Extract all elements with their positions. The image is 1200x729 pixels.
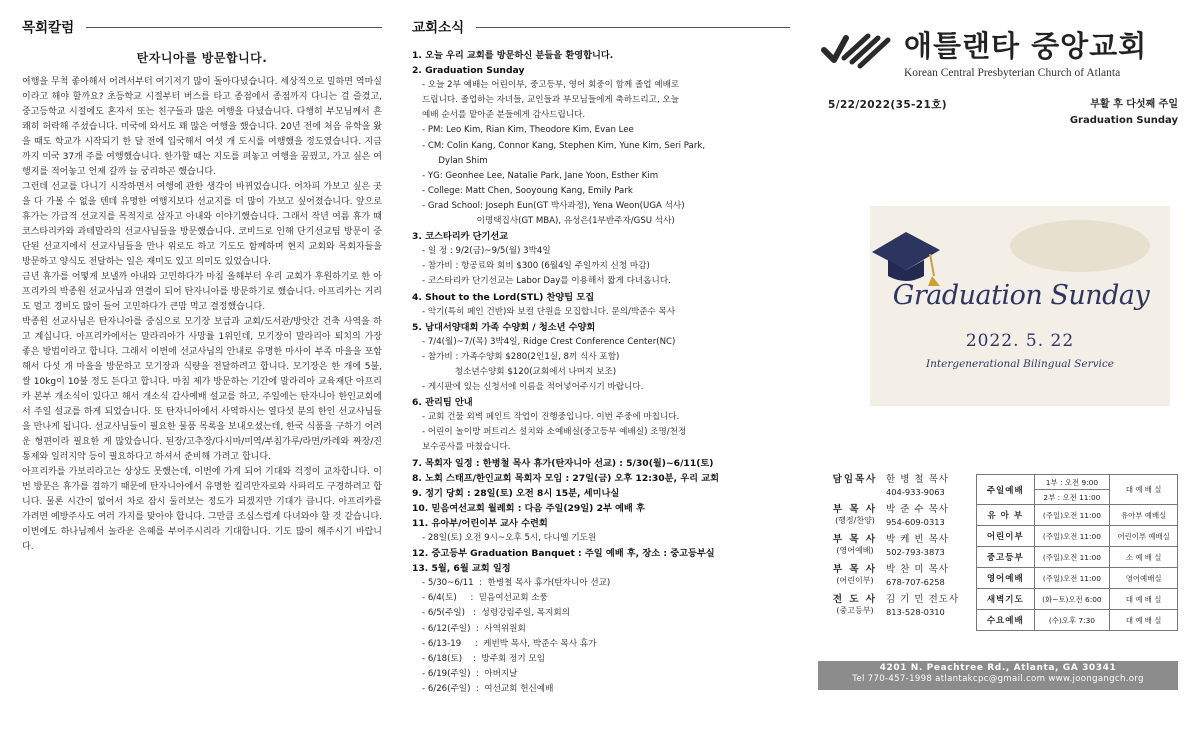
worship-time: (주일)오전 11:00 (1034, 568, 1110, 589)
news-item-heading: 1. 오늘 우리 교회를 방문하신 분들을 환영합니다. (412, 50, 614, 61)
news-item-heading: 11. 유아부/어린이부 교사 수련회 (412, 517, 548, 529)
column-section-heading (22, 16, 382, 36)
worship-time: (화~토)오전 6:00 (1034, 589, 1110, 610)
staff-role (828, 504, 882, 528)
news-item-detail: - PM: Leo Kim, Rian Kim, Theodore Kim, Evan Lee (422, 125, 634, 136)
staff-info (882, 504, 970, 528)
column-body (22, 75, 382, 556)
footer-contact: Tel 770-457-1998 atlantakcpc@gmail.com www.joongangch.org (852, 674, 1144, 684)
staff-role-dept: (어린이부) (836, 576, 874, 585)
news-item-detail: - 6/12(주일) : 사역위원회 (422, 623, 526, 634)
worship-row-main-1 (977, 475, 1178, 490)
news-item-detail: Dylan Shim (422, 155, 488, 166)
worship-place: 대 예 배 실 (1110, 610, 1178, 631)
worship-service: 수요예배 (977, 610, 1035, 631)
staff-entry (828, 474, 970, 498)
column-paragraph: 여행을 무척 좋아해서 어려서부터 여기저기 많이 돌아다녔습니다. 세상적으로 밀하면 역마실이라고 해야 할까요? 초등학교 시절부터 버스를 타고 종점에서 종점까지 다니는 걸 즐겼고, 중고등학교 시절에도 혼자서 또는 친구들과 많은 여행을 다녔습니다. 다행히 부모님께서 흔쾌히 허락해 주셨습니다. 미국에 와서도 꽤 많은 여행을 했습니다. 20년 전에 처음 유학을 왔을 때도 학교가 시작되기 한 달 전에 입국해서 여섯 개 도시를 여행했을 정도였습니다. 지금까지 미국 37개 주를 여행했습니다. 한가할 때는 지도를 펴놓고 여행을 꿈꿨고, 가고 싶은 여행지를 적어놓고 언제 갈까 늘 궁리하곤 했습니다. (22, 77, 382, 178)
staff-entry (828, 564, 970, 588)
news-item-detail: - 6/13-19 : 케빈박 목사, 박준수 목사 휴가 (422, 638, 597, 649)
banner-subtitle: Intergenerational Bilingual Service (926, 358, 1114, 370)
news-item-detail: - 악기(특히 페인 건반)와 보컬 단원을 모집합니다. 문의/박준수 목사 (422, 306, 676, 317)
news-item-heading: 9. 정기 당회 : 28일(토) 오전 8시 15분, 세미나실 (412, 487, 620, 499)
sunday-name-english: Graduation Sunday (1069, 115, 1178, 126)
pastor-column (22, 16, 382, 556)
worship-row (977, 568, 1178, 589)
worship-place: 영어예배실 (1110, 568, 1178, 589)
staff-role (828, 474, 882, 498)
staff-role-title: 전 도 사 (832, 594, 878, 605)
news-item-heading: 13. 5월, 6월 교회 일정 (412, 563, 511, 575)
worship-service: 영어예배 (977, 568, 1035, 589)
worship-place: 유아부 예배실 (1110, 505, 1178, 526)
worship-place: 대 예 배 실 (1110, 589, 1178, 610)
banner-date: 2022. 5. 22 (965, 331, 1075, 351)
staff-role (828, 594, 882, 618)
staff-name: 박 준 수 목사 (886, 504, 949, 515)
church-logo (820, 24, 1180, 84)
staff-phone: 502-793-3873 (886, 547, 945, 557)
worship-place: 대 예 배 실 (1110, 475, 1178, 505)
staff-phone: 678-707-6258 (886, 577, 945, 587)
column-paragraph: 아프리카를 가보리라고는 상상도 못했는데, 이번에 가게 되어 기대와 걱정이 교차합니다. 이번 방문은 휴가를 겸하기 때문에 탄자니아에서 유명한 킬리만자로와 사파리도 구경하려고 합니다. 물론 시간이 없어서 차로 잠시 둘러보는 정도가 되겠지만 기대가 큽니다. 아프리카를 가려면 예방주사도 여러 가지를 맞아야 합니다. 그만큼 조심스럽게 다녀와야 할 것 같습니다. 이번에도 하나님께서 놀라운 은혜를 부어주시리라 기대합니다. 기도 많이 해주시기 바랍니다. (22, 467, 382, 553)
column-paragraph: 그런데 선교를 다니기 시작하면서 여행에 관한 생각이 바뀌었습니다. 어차피 가보고 싶은 곳을 다 가볼 수 없을 텐데 유명한 여행지보다 선교지를 더 많이 가보고 싶어졌습니다. 앞으로 휴가는 가급적 선교지를 목적지로 삼자고 아내와 이야기했습니다. 그래서 작년 여름 휴가 때 코스타리카와 과테말라의 선교사님들을 방문했습니다. 코비드로 인해 단기선교팀 방문이 중단된 선교지에서 선교사님들을 만나 위로도 하고 기도도 함께하며 현지 교회와 목회자들을 방문하고 양식도 전달하는 일은 재미도 있고 의미도 있었습니다. (22, 182, 382, 268)
footer (818, 661, 1178, 690)
news-item-detail: 보수공사를 마쳤습니다. (422, 442, 511, 453)
news-item-detail: - 28일(토) 오전 9시~오후 5시, 다니엘 기도원 (422, 533, 597, 543)
column-heading-text: 목회칼럼 (22, 20, 75, 36)
news-item-detail: - 5/30~6/11 : 한병철 목사 휴가(탄자니아 선교) (422, 578, 611, 589)
news-item-detail: - 참가비 : 항공료와 회비 $300 (6월4일 주일까지 신청 마감) (422, 261, 650, 272)
bulletin-date: 5/22/2022(35-21호) (828, 99, 947, 111)
news-item-detail: - CM: Colin Kang, Connor Kang, Stephen Kim, Yune Kim, Seri Park, (422, 140, 706, 151)
news-item-heading: 12. 중고등부 Graduation Banquet : 주일 예배 후, 장소 : 중고등부실 (412, 548, 715, 560)
staff-phone: 404-933-9063 (886, 487, 945, 497)
staff-name: 김 기 민 전도사 (886, 594, 960, 605)
worship-row (977, 610, 1178, 631)
staff-entry (828, 534, 970, 558)
church-name-english: Korean Central Presbyterian Church of Atlanta (904, 67, 1121, 79)
worship-service: 중고등부 (977, 547, 1035, 568)
news-item-detail: 드립니다. 졸업하는 자녀들, 교인들과 부모님들에게 축하드리고, 오늘 (422, 95, 680, 106)
news-item-heading: 10. 믿음여선교회 월례회 : 다음 주일(29일) 2부 예배 후 (412, 502, 645, 514)
news-item-detail: 예배 순서를 맡아준 분들에게 감사드립니다. (422, 110, 586, 121)
news-item-detail: - 6/5(주일) : 성령강림주일, 목지회의 (422, 608, 571, 619)
staff-role-title: 부 목 사 (832, 564, 878, 575)
news-item-detail: - Grad School: Joseph Eun(GT 박사과정), Yena Weon(UGA 석사) (422, 200, 685, 211)
news-item-heading: 3. 코스타리카 단기선교 (412, 231, 509, 243)
staff-name: 박 찬 미 목사 (886, 564, 949, 575)
staff-role-title: 담임목사 (832, 474, 878, 485)
news-item-detail: 이명택집사(GT MBA), 유성은(1부반주자/GSU 석사) (422, 216, 675, 227)
news-item-detail: - YG: Geonhee Lee, Natalie Park, Jane Yoon, Esther Kim (422, 170, 659, 181)
staff-role-title: 부 목 사 (832, 534, 878, 545)
news-section-heading (412, 16, 790, 36)
worship-row (977, 589, 1178, 610)
news-item-detail: - 6/4(토) : 믿음여선교회 소풍 (422, 593, 548, 604)
staff-role-title: 부 목 사 (832, 504, 878, 515)
staff-role-dept: (중고등부) (836, 606, 874, 615)
news-item-detail: - 오늘 2부 예배는 어린이부, 중고등부, 영어 회중이 함께 졸업 예배로 (422, 80, 680, 91)
staff-info (882, 564, 970, 588)
news-item-detail: - 일 정 : 9/2(금)~9/5(월) 3박4일 (422, 246, 551, 257)
banner-title: Graduation Sunday (892, 280, 1150, 311)
worship-service: 새벽기도 (977, 589, 1035, 610)
staff-role (828, 564, 882, 588)
graduation-banner (870, 206, 1170, 406)
sunday-name (1070, 97, 1178, 129)
news-item-detail: - 6/26(주일) : 여선교회 헌신예배 (422, 683, 554, 694)
news-item-heading: 4. Shout to the Lord(STL) 찬양팀 모집 (412, 291, 595, 303)
worship-time: (주일)오전 11:00 (1034, 505, 1110, 526)
staff-info (882, 474, 970, 498)
news-item-heading: 2. Graduation Sunday (412, 65, 525, 77)
staff-entry (828, 594, 970, 618)
footer-address: 4201 N. Peachtree Rd., Atlanta, GA 30341 (879, 663, 1117, 673)
news-item-heading: 8. 노회 스태프/한인교회 목회자 모임 : 27일(금) 오후 12:30분, 우리 교회 (412, 472, 719, 484)
news-item-detail: - College: Matt Chen, Sooyoung Kang, Emily Park (422, 185, 633, 196)
worship-time: (주일)오전 11:00 (1034, 526, 1110, 547)
church-logo-icon (820, 28, 898, 72)
staff-phone: 954-609-0313 (886, 517, 945, 527)
worship-row (977, 547, 1178, 568)
staff-info (882, 594, 970, 618)
news-item-detail: - 7/4(월)~7/(목) 3박4일, Ridge Crest Conference Center(NC) (422, 336, 676, 347)
news-item-heading: 5. 남대서양대회 가족 수양회 / 청소년 수양회 (412, 321, 596, 333)
staff-name: 한 병 철 목사 (886, 474, 949, 485)
worship-time: (주일)오전 11:00 (1034, 547, 1110, 568)
news-item-heading: 7. 목회자 일정 : 한병철 목사 휴가(탄자니아 선교) : 5/30(월)~6/11(토) (412, 457, 714, 469)
staff-phone: 813-528-0310 (886, 607, 945, 617)
staff-name: 박 케 빈 목사 (886, 534, 949, 545)
worship-time: (수)오후 7:30 (1034, 610, 1110, 631)
news-item-detail: - 6/18(토) : 방주회 정기 모임 (422, 653, 545, 664)
news-item-detail: - 교회 건물 외벽 페인트 작업이 진행중입니다. 이번 주중에 마칩니다. (422, 412, 680, 423)
news-item-detail: - 게시판에 있는 신청서에 이름을 적어넣어주시기 바랍니다. (422, 382, 644, 393)
staff-role-dept: (행정/찬양) (835, 516, 875, 525)
worship-service: 주일예배 (977, 475, 1035, 505)
staff-list (828, 474, 970, 624)
heading-rule (476, 27, 790, 28)
staff-role-dept: (영어예배) (836, 546, 874, 555)
news-item-detail: - 어린이 놀이방 퍼트리스 설치와 소예배실(중고등부 예배실) 조명/천정 (422, 427, 687, 438)
worship-place: 어린이부 예배실 (1110, 526, 1178, 547)
sunday-name-korean: 부활 후 다섯째 주일 (1090, 99, 1178, 110)
worship-time: 1부 : 오전 9:00 (1034, 475, 1110, 490)
church-news (412, 16, 790, 697)
staff-info (882, 534, 970, 558)
news-item-heading: 6. 관리팀 안내 (412, 397, 473, 409)
staff-role (828, 534, 882, 558)
worship-service: 유 아 부 (977, 505, 1035, 526)
news-heading-text: 교회소식 (412, 20, 465, 36)
worship-service: 어린이부 (977, 526, 1035, 547)
column-title: 탄자니아를 방문합니다. (136, 51, 268, 65)
worship-schedule-table (976, 474, 1178, 631)
news-list (412, 48, 790, 697)
news-item-detail: 청소년수양회 $120(교회에서 나머지 보조) (422, 366, 617, 377)
staff-entry (828, 504, 970, 528)
worship-time: 2부 : 오전 11:00 (1034, 490, 1110, 505)
church-name-korean: 애틀랜타 중앙교회 (904, 29, 1148, 63)
news-item-detail: - 6/19(주일) : 아버지날 (422, 668, 518, 679)
worship-row (977, 526, 1178, 547)
heading-rule (86, 27, 382, 28)
news-item-detail: - 참가비 : 가족수양회 $280(2인1실, 8끼 식사 포함) (422, 351, 620, 362)
column-paragraph: 금년 휴가를 어떻게 보낼까 아내와 고민하다가 마침 올해부터 우리 교회가 후원하기로 한 아프리카의 박종원 선교사님과 연결이 되어 탄자니아를 방문하기로 했습니다. 아프리카는 거리도 멀고 경비도 많이 들어 고민하다가 큰맘 먹고 결정했습니다. (22, 272, 382, 313)
news-item-detail: - 코스타리카 단기선교는 Labor Day를 이용해서 짧게 다녀옵니다. (422, 276, 671, 287)
worship-row (977, 505, 1178, 526)
worship-place: 소 예 배 실 (1110, 547, 1178, 568)
column-paragraph: 박종원 선교사님은 탄자니아를 중심으로 모기장 보급과 교회/도서관/방앗간 건축 사역을 하고 계십니다. 아프리카에서는 말라리아가 사망률 1위인데, 모기장이 말라리아 퇴치의 가장 좋은 방법이라고 합니다. 그래서 이번에 선교사님의 안내로 유명한 마사이 부족 마을을 포함해서 다섯 개 마을을 방문하고 모기장과 식량을 전달하려고 합니다. 모기장은 한 개에 5불, 쌀 10kg이 10불 정도 든다고 합니다. 마침 제가 방문하는 기간에 말라리아 교육재단 아프리카 본부 개소식이 있다고 해서 개소식 감사예배 설교를 하고, 주일에는 탄자니아 한인교회에서 주일 설교를 하게 되었습니다. 또 탄자니아에서 사역하시는 열다섯 분의 한인 선교사님들을 만나게 됩니다. 선교사님들이 필요한 물품 목록을 보내오셨는데, 한국 식품을 구하기 어려운 형편이라 필요한 게 많았습니다. 된장/고추장/다시마/미역/부침가루/라면/카레와 짜장/진통제와 일러지약 등이 필요하다고 하셔서 준비해 가려고 합니다. (22, 317, 382, 463)
